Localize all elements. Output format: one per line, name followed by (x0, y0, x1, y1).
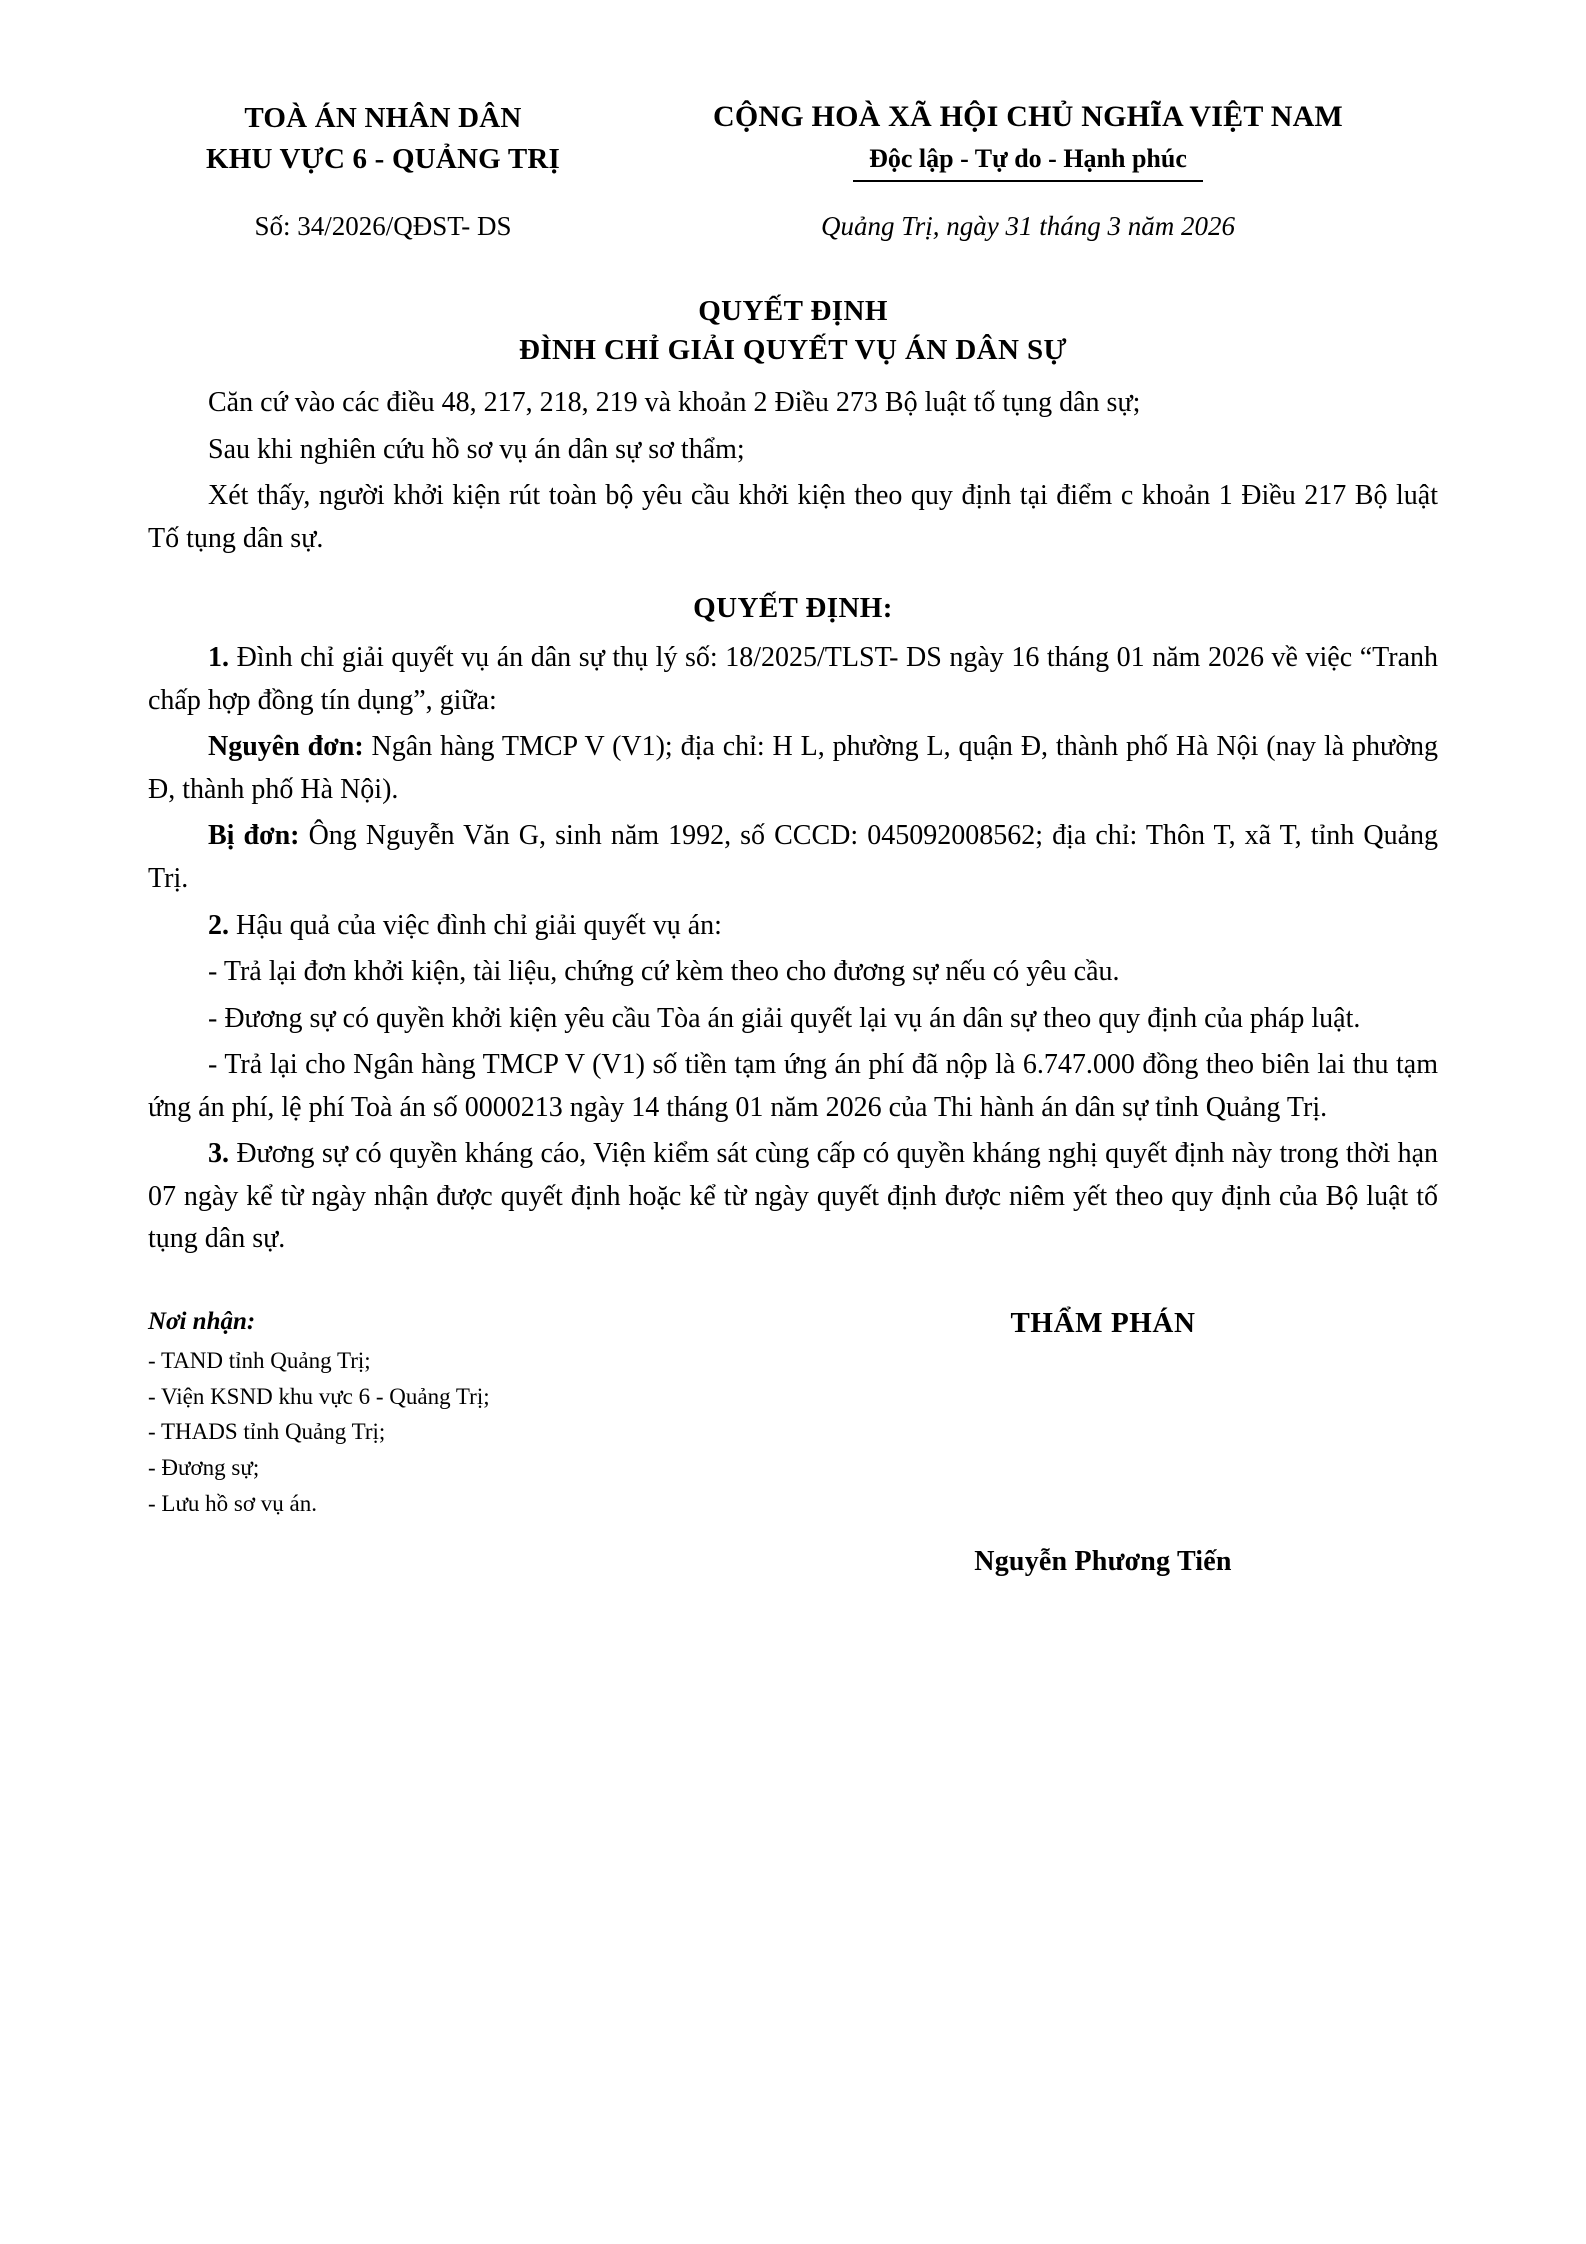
plaintiff-line (148, 726, 1438, 811)
national-heading-block (618, 96, 1438, 182)
preamble-block (148, 382, 1438, 560)
page-subtitle: ĐÌNH CHỈ GIẢI QUYẾT VỤ ÁN DÂN SỰ (518, 333, 1068, 366)
court-line-2: KHU VỰC 6 - QUẢNG TRỊ (205, 143, 561, 176)
decision-item-2-bullet-1: - Trả lại đơn khởi kiện, tài liệu, chứng cứ kèm theo cho đương sự nếu có yêu cầu. (208, 956, 1120, 988)
list-item: - THADS tỉnh Quảng Trị; (148, 1419, 386, 1445)
court-line-1: TOÀ ÁN NHÂN DÂN (244, 102, 522, 134)
motto-divider (853, 180, 1203, 182)
national-motto (853, 141, 1203, 182)
defendant-line (148, 815, 1438, 900)
recipients-title: Nơi nhận: (148, 1307, 256, 1335)
defendant-label: Bị đơn: (208, 820, 300, 852)
list-item: - TAND tỉnh Quảng Trị; (148, 1347, 371, 1373)
decision-item-2 (148, 905, 1438, 948)
decision-item-2-text: Hậu quả của việc đình chỉ giải quyết vụ án: (236, 909, 722, 941)
decision-item-2-bullet-2: - Đương sự có quyền khởi kiện yêu cầu Tòa án giải quyết lại vụ án dân sự theo quy định của pháp luật. (208, 1002, 1361, 1034)
page-title: QUYẾT ĐỊNH (698, 294, 888, 327)
decision-item-2-bullet-3: - Trả lại cho Ngân hàng TMCP V (V1) số tiền tạm ứng án phí đã nộp là 6.747.000 đồng theo biên lai thu tạm ứng án phí, lệ phí Toà án số 0000213 ngày 14 tháng 01 năm 2026 của Thi hành án dân sự tỉnh Quảng Trị. (148, 1049, 1438, 1123)
plaintiff-text: Ngân hàng TMCP V (V1); địa chỉ: H L, phường L, quận Đ, thành phố Hà Nội (nay là phường Đ, thành phố Hà Nội). (148, 731, 1439, 805)
plaintiff-label: Nguyên đơn: (208, 731, 364, 763)
decision-block (148, 637, 1438, 1261)
preamble-paragraph-1: Căn cứ vào các điều 48, 217, 218, 219 và khoản 2 Điều 273 Bộ luật tố tụng dân sự; (208, 387, 1141, 419)
decision-item-2-label: 2. (208, 909, 229, 941)
place-and-date: Quảng Trị, ngày 31 tháng 3 năm 2026 (820, 210, 1236, 241)
list-item: - Lưu hồ sơ vụ án. (148, 1491, 317, 1517)
preamble-paragraph-2: Sau khi nghiên cứu hồ sơ vụ án dân sự sơ thẩm; (208, 433, 745, 465)
document-subheader (148, 208, 1438, 246)
decision-item-1-label: 1. (208, 642, 229, 674)
document-header (148, 96, 1438, 182)
recipients-block (148, 1305, 768, 1522)
defendant-text: Ông Nguyễn Văn G, sinh năm 1992, số CCCD: 045092008562; địa chỉ: Thôn T, xã T, tỉnh Quảng Trị. (148, 820, 1438, 894)
court-name-block (148, 96, 618, 180)
decision-heading: QUYẾT ĐỊNH: (693, 592, 893, 625)
list-item: - Đương sự; (148, 1455, 260, 1481)
signer-name: Nguyễn Phương Tiến (974, 1545, 1232, 1577)
national-title: CỘNG HOÀ XÃ HỘI CHỦ NGHĨA VIỆT NAM (713, 100, 1343, 133)
decision-item-3-label: 3. (208, 1138, 229, 1170)
signature-block (768, 1305, 1438, 1578)
national-motto-text: Độc lập - Tự do - Hạnh phúc (869, 143, 1187, 173)
preamble-paragraph-3: Xét thấy, người khởi kiện rút toàn bộ yêu cầu khởi kiện theo quy định tại điểm c khoản 1 Điều 217 Bộ luật Tố tụng dân sự. (148, 480, 1438, 554)
document-number: Số: 34/2026/QĐST- DS (254, 210, 512, 241)
recipients-list (148, 1343, 768, 1522)
document-footer (148, 1305, 1438, 1578)
decision-item-3 (148, 1133, 1438, 1261)
document-title-block (148, 292, 1438, 370)
decision-item-3-text: Đương sự có quyền kháng cáo, Viện kiểm sát cùng cấp có quyền kháng nghị quyết định này trong thời hạn 07 ngày kể từ ngày nhận được quyết định hoặc kể từ ngày quyết định được niêm yết theo quy định của Bộ luật tố tụng dân sự. (148, 1138, 1439, 1255)
signer-title: THẨM PHÁN (1010, 1306, 1196, 1339)
decision-item-1-text: Đình chỉ giải quyết vụ án dân sự thụ lý số: 18/2025/TLST- DS ngày 16 tháng 01 năm 2026 về việc “Tranh chấp hợp đồng tín dụng”, giữa: (148, 642, 1438, 716)
decision-item-1 (148, 637, 1438, 722)
list-item: - Viện KSND khu vực 6 - Quảng Trị; (148, 1383, 490, 1409)
